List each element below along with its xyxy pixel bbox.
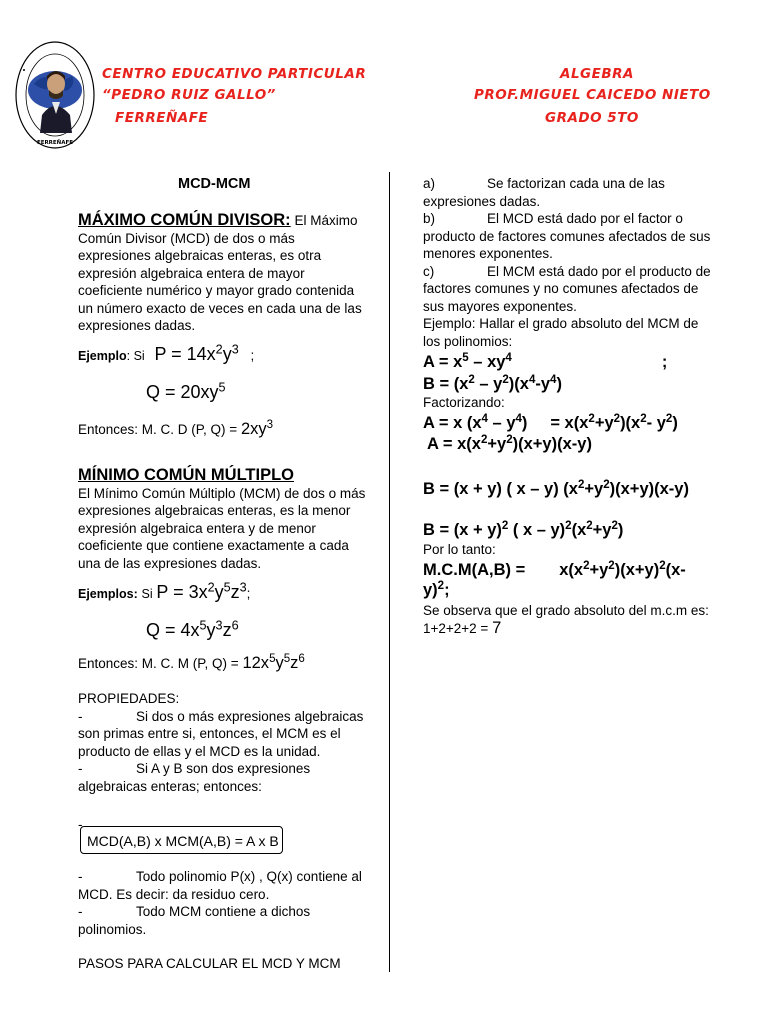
example1-p-expression: $P = 14x^2y^3$ (154, 342, 239, 364)
poly-b: $B = (x^2 - y^2)(x^4-y^4)$ (423, 374, 562, 393)
grade-result: 7 (492, 618, 502, 637)
example1-q-expression: $Q = 20xy^5$ (146, 380, 226, 402)
example2-q-expression: $Q = 4x^5y^3z^6$ (146, 618, 239, 640)
mcd-section (78, 212, 368, 335)
example2-line (78, 582, 250, 603)
mcm-definition: El Mínimo Común Múltiplo (MCM) de dos o más expresiones algebraicas enteras, es la menor expresión algebraica entera y de menor coeficiente que contiene exactamente a cada una de las expresiones dadas. (78, 485, 366, 571)
property-3: - Todo polinomio P(x) , Q(x) contiene al MCD. Es decir: da residuo cero. (78, 869, 362, 902)
properties-section-2 (78, 868, 368, 973)
example2-p-expression: $P = 3x^2y^5z^3$ (156, 580, 247, 602)
teacher-name: PROF.MIGUEL CAICEDO NIETO (474, 87, 711, 103)
factor-b-line1: B = (x + y) ( x – y) $(x^2+y^2)(x+y)(x-y)$ (423, 479, 689, 498)
mcm-result-line2: y)$^2$; (423, 580, 450, 599)
example1-si: : Si (126, 349, 145, 363)
example1-label: Ejemplo (78, 349, 127, 363)
step-a: a) Se factorizan cada una de las expresiones dadas. (423, 176, 665, 209)
example2-result-value: $12x^5y^5z^6$ (242, 653, 305, 672)
step-b: b) El MCD está dado por el factor o producto de factores comunes afectados de sus menores exponentes. (423, 211, 711, 261)
logo-bottom-text: FERREÑAFE (36, 140, 74, 146)
school-name-line1: CENTRO EDUCATIVO PARTICULAR (102, 66, 367, 82)
page-title: MCD-MCM (178, 176, 251, 192)
grade-label: GRADO 5TO (545, 110, 639, 126)
example1-line (78, 344, 254, 365)
example-statement: Ejemplo: Hallar el grado absoluto del MCM de los polinomios: (423, 316, 699, 349)
example2-label: Ejemplos: (78, 587, 138, 601)
factor-a-line2: $A = x(x^2+y^2)(x+y)(x-y)$ (427, 434, 592, 453)
example1-result-label: Entonces: M. C. D (P, Q) = (78, 422, 238, 437)
column-divider (389, 172, 390, 972)
example2-si: Si (141, 587, 153, 601)
mcm-section (78, 467, 368, 572)
school-seal-logo (14, 40, 96, 150)
example1-semicolon: ; (250, 348, 255, 363)
box-dash: - (78, 817, 83, 832)
property-4: - Todo MCM contiene a dichos polinomios. (78, 904, 311, 937)
factor-a-line1: A = x $(x^4 - y^4)$ = $x(x^2+y^2)(x^2-$ $y^2$) (423, 413, 678, 432)
mcd-heading: MÁXIMO COMÚN DIVISOR: (78, 211, 291, 229)
school-name-line2: “PEDRO RUIZ GALLO” (102, 87, 276, 103)
school-city: FERREÑAFE (115, 110, 209, 126)
properties-heading: PROPIEDADES: (78, 691, 180, 706)
example2-semicolon: ; (246, 586, 251, 601)
steps-list (423, 175, 713, 350)
property-1: - Si dos o más expresiones algebraicas son primas entre si, entonces, el MCM es el producto de ellas y el MCD es la unidad. (78, 708, 364, 759)
subject-title: ALGEBRA (560, 66, 634, 82)
factorizando-label: Factorizando: (423, 395, 505, 410)
step-c: c) El MCM está dado por el producto de factores comunes y no comunes afectados de sus mayores exponentes. (423, 263, 711, 314)
example1-result (78, 420, 273, 439)
factor-b-line2: $B = (x + y)^2$ ( $x - y)^2(x^2+y^2)$ (423, 520, 624, 539)
mcm-heading: MÍNIMO COMÚN MÚLTIPLO (78, 466, 294, 484)
mcm-result-line1: $M.C.M(A,B) = x(x^2+y^2)(x+y)^2(x-$ (423, 560, 686, 579)
poly-a: $A = x^5 - xy^4$ ; (423, 352, 668, 371)
mcd-definition-start: El Máximo Común Divisor (MCD) de dos o más expresiones algebraicas enteras, es otra expresión algebraica entera de mayor coeficiente numérico y mayor grado contenida un número exacto de veces en cada una de las expresiones dadas. (78, 213, 362, 333)
steps-heading: PASOS PARA CALCULAR EL MCD Y MCM (78, 956, 341, 971)
example2-result (78, 654, 305, 673)
example1-result-value: $2xy^3$ (240, 419, 274, 438)
property-2: - Si A y B son dos expresiones algebraicas enteras; entonces: (78, 761, 311, 794)
por-lo-tanto-label: Por lo tanto: (423, 542, 496, 557)
formula-box: MCD(A,B) x MCM(A,B) = A x B (80, 826, 283, 854)
grade-conclusion: Se observa que el grado absoluto del m.c.m es: 1+2+2+2 = 7 (423, 603, 709, 637)
properties-section (78, 690, 368, 795)
example2-result-label: Entonces: M. C. M (P, Q) = (78, 656, 239, 671)
